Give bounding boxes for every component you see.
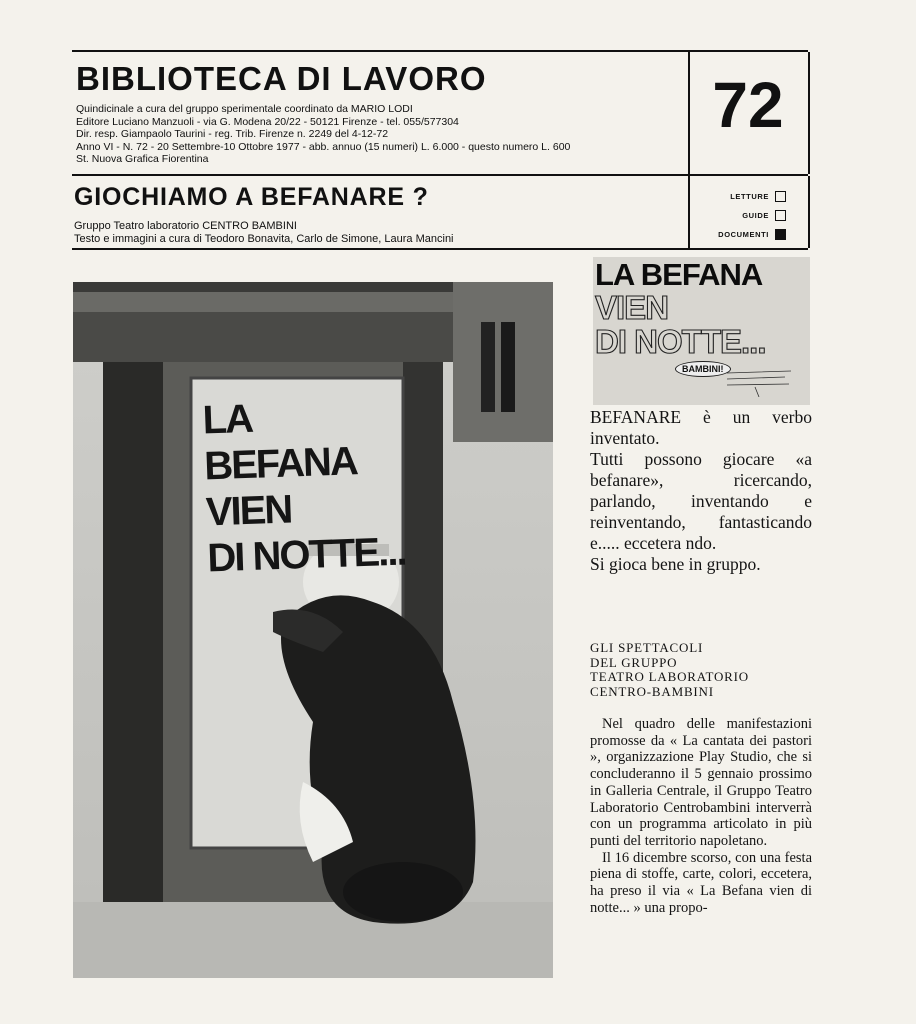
issue-number: 72 bbox=[712, 69, 784, 141]
intro-text bbox=[590, 407, 812, 575]
logo-subtitle-line: VIEN bbox=[595, 289, 669, 326]
logo-scribble bbox=[725, 367, 795, 397]
intro-paragraph: BEFANARE è un verbo inventato. bbox=[590, 407, 812, 448]
intro-paragraph: Si gioca bene in gruppo. bbox=[590, 554, 761, 574]
logo-subtitle bbox=[595, 291, 766, 359]
cover-photo bbox=[73, 282, 553, 978]
imprint-line: Quindicinale a cura del gruppo sperimentale coordinato da MARIO LODI bbox=[76, 103, 413, 115]
credits-line: Gruppo Teatro laboratorio CENTRO BAMBINI bbox=[74, 220, 297, 232]
issue-title: GIOCHIAMO A BEFANARE ? bbox=[74, 183, 429, 211]
photo-illustration bbox=[73, 282, 553, 978]
sign-text bbox=[202, 391, 408, 582]
heading-line: DEL GRUPPO bbox=[590, 654, 678, 670]
heading-line: TEATRO LABORATORIO bbox=[590, 669, 749, 684]
logo-title: LA BEFANA bbox=[595, 257, 763, 292]
credits-line: Testo e immagini a cura di Teodoro Bonavita, Carlo de Simone, Laura Mancini bbox=[74, 233, 454, 245]
body-paragraph: Nel quadro delle manifestazioni promosse da « La cantata dei pastori », organizzazione Play Studio, che si concluderanno il 5 gennaio prossimo in Galleria Centrale, il Gruppo Teatro Laboratorio Centrobambini interverrà con un programma articolato in più punti del territorio napoletano. bbox=[590, 716, 812, 849]
category-label: LETTURE bbox=[730, 192, 769, 201]
category-list bbox=[688, 187, 808, 244]
section-heading bbox=[590, 641, 812, 699]
sign-line: DI NOTTE... bbox=[206, 529, 407, 581]
heading-line: GLI SPETTACOLI bbox=[590, 640, 704, 655]
category-label: GUIDE bbox=[742, 211, 769, 220]
sign-line: LA BEFANA bbox=[201, 396, 358, 489]
heading-line: CENTRO-BAMBINI bbox=[590, 683, 714, 699]
category-label: DOCUMENTI bbox=[718, 230, 769, 239]
article-body bbox=[590, 716, 812, 916]
checked-box-icon bbox=[775, 229, 786, 240]
category-documenti bbox=[688, 225, 808, 244]
imprint-line: Dir. resp. Giampaolo Taurini - reg. Trib. Firenze n. 2249 del 4-12-72 bbox=[76, 128, 389, 141]
series-title: BIBLIOTECA DI LAVORO bbox=[76, 60, 487, 97]
imprint-line: St. Nuova Grafica Fiorentina bbox=[76, 153, 209, 166]
checkbox-icon bbox=[775, 191, 786, 202]
imprint bbox=[76, 103, 696, 166]
checkbox-icon bbox=[775, 210, 786, 221]
logo-bambini-badge: BAMBINI! bbox=[675, 361, 731, 377]
body-paragraph: Il 16 dicembre scorso, con una festa piena di stoffe, carte, colori, eccetera, ha preso il via « La Befana vien di notte... » una propo- bbox=[590, 849, 812, 916]
sign-line: VIEN bbox=[205, 487, 292, 535]
credits bbox=[74, 220, 454, 246]
befana-logo bbox=[593, 257, 810, 405]
category-letture bbox=[688, 187, 808, 206]
category-guide bbox=[688, 206, 808, 225]
logo-subtitle-line: DI NOTTE... bbox=[595, 323, 766, 360]
imprint-line: Editore Luciano Manzuoli - via G. Modena 20/22 - 50121 Firenze - tel. 055/577304 bbox=[76, 115, 459, 128]
intro-paragraph: Tutti possono giocare «a befanare», ricercando, parlando, inventando e reinventando, fantasticando e..... eccetera ndo. bbox=[590, 449, 812, 553]
imprint-line: Anno VI - N. 72 - 20 Settembre-10 Ottobre 1977 - abb. annuo (15 numeri) L. 6.000 - questo numero L. 600 bbox=[76, 140, 571, 153]
masthead bbox=[72, 50, 808, 250]
